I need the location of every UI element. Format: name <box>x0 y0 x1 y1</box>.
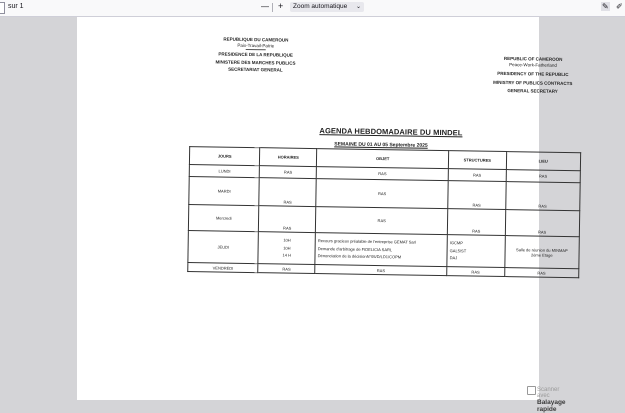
table-cell: RAS <box>316 207 448 235</box>
day-cell: JEUDI <box>188 231 259 264</box>
table-cell: RAS <box>447 209 505 236</box>
structures-cell <box>447 235 505 268</box>
scanner-watermark <box>537 387 566 413</box>
zoom-in-button[interactable]: + <box>278 1 284 11</box>
objet-line: Recours gracieux préalable de l'entreprise GEMAT Sarl <box>317 238 416 245</box>
table-cell: RAS <box>316 179 448 209</box>
table-cell: RAS <box>258 264 315 274</box>
header-right-line: GENERAL SECRETARY <box>507 88 558 95</box>
pdf-toolbar <box>0 0 625 17</box>
draw-icon[interactable]: ✐ <box>616 2 623 11</box>
header-right-line: PRESIDENCY OF THE REPUBLIC <box>497 71 569 78</box>
day-cell: LUNDI <box>189 165 260 178</box>
header-right-line: REPUBLIC OF CAMEROON <box>503 55 563 62</box>
scanned-document <box>182 32 593 303</box>
horaire-line: 14 H <box>282 252 292 258</box>
header-left-line: SECRETARIAT GENERAL <box>228 67 283 73</box>
objet-line: Demande d'arbitrage de FIDELICIA SARL <box>317 245 393 253</box>
toolbar-separator <box>272 3 273 12</box>
table-cell: RAS <box>505 182 580 211</box>
scanner-line: Scanner avec <box>537 387 560 399</box>
header-left-line: MINISTERE DES MARCHES PUBLICS <box>215 59 296 66</box>
header-left-line: REPUBLIQUE DU CAMEROUN <box>223 36 289 43</box>
horaire-line: 10H <box>283 237 291 243</box>
table-cell: RAS <box>259 178 316 207</box>
zoom-select-value: Zoom automatique <box>293 3 348 10</box>
page-count-label: sur 1 <box>8 3 24 10</box>
table-cell: RAS <box>315 265 447 276</box>
day-cell: VENDREDI <box>188 263 258 273</box>
header-right-line: MINISTRY OF PUBLICS CONTRACTS <box>493 79 573 86</box>
structure-line: DAJ <box>449 255 458 261</box>
table-cell: RAS <box>316 167 448 181</box>
chevron-down-icon: ⌄ <box>355 4 361 10</box>
lieu-line: Salle de réunion du MINMAP <box>516 246 568 253</box>
table-cell: RAS <box>260 166 317 179</box>
lieu-cell <box>504 236 579 269</box>
edit-text-icon[interactable]: ✎ <box>602 2 609 11</box>
header-right-line: Peace-Work-Fatherland <box>509 61 557 68</box>
pdf-page <box>77 17 573 413</box>
agenda-title: AGENDA HEBDOMADAIRE DU MINDEL <box>319 126 463 138</box>
table-cell: RAS <box>505 210 580 237</box>
objet-cell <box>315 233 447 267</box>
table-cell: RAS <box>506 170 581 183</box>
page-number-input[interactable] <box>0 2 5 14</box>
structure-line: GAL5/ST <box>449 247 467 254</box>
lieu-line: 2ème Etage <box>530 251 553 258</box>
agenda-subtitle: SEMAINE DU 01 AU 05 Septembre 2025 <box>334 141 428 149</box>
column-header: OBJET <box>317 149 449 169</box>
table-cell: RAS <box>504 268 579 278</box>
column-header: HORAIRES <box>260 148 317 167</box>
table-cell: RAS <box>259 206 316 233</box>
horaire-line: 10H <box>283 245 291 251</box>
header-left-line: Paix-Travail-Patrie <box>237 42 275 48</box>
structure-line: IGCMP <box>449 240 463 246</box>
scanner-line: Balayage rapide <box>537 399 566 413</box>
objet-line: Dénonciation de la décisionN°05/D/LD1/COPM <box>317 253 402 260</box>
header-right <box>485 56 581 95</box>
scanner-icon <box>527 386 536 395</box>
column-header: JOURS <box>189 147 260 166</box>
column-header: STRUCTURES <box>448 151 506 170</box>
zoom-select[interactable] <box>290 2 364 12</box>
column-header: LIEU <box>506 152 581 171</box>
table-cell: RAS <box>447 267 505 277</box>
table-cell: RAS <box>448 181 506 210</box>
horaires-cell <box>258 232 315 265</box>
zoom-out-button[interactable]: — <box>261 2 269 11</box>
agenda-table <box>187 146 581 278</box>
header-left-line: PRESIDENCE DE LA REPUBLIQUE <box>218 51 293 58</box>
day-cell: MARDI <box>189 177 260 206</box>
header-left <box>210 36 301 73</box>
table-cell: RAS <box>448 169 506 182</box>
day-cell: Mercredi <box>188 205 259 232</box>
